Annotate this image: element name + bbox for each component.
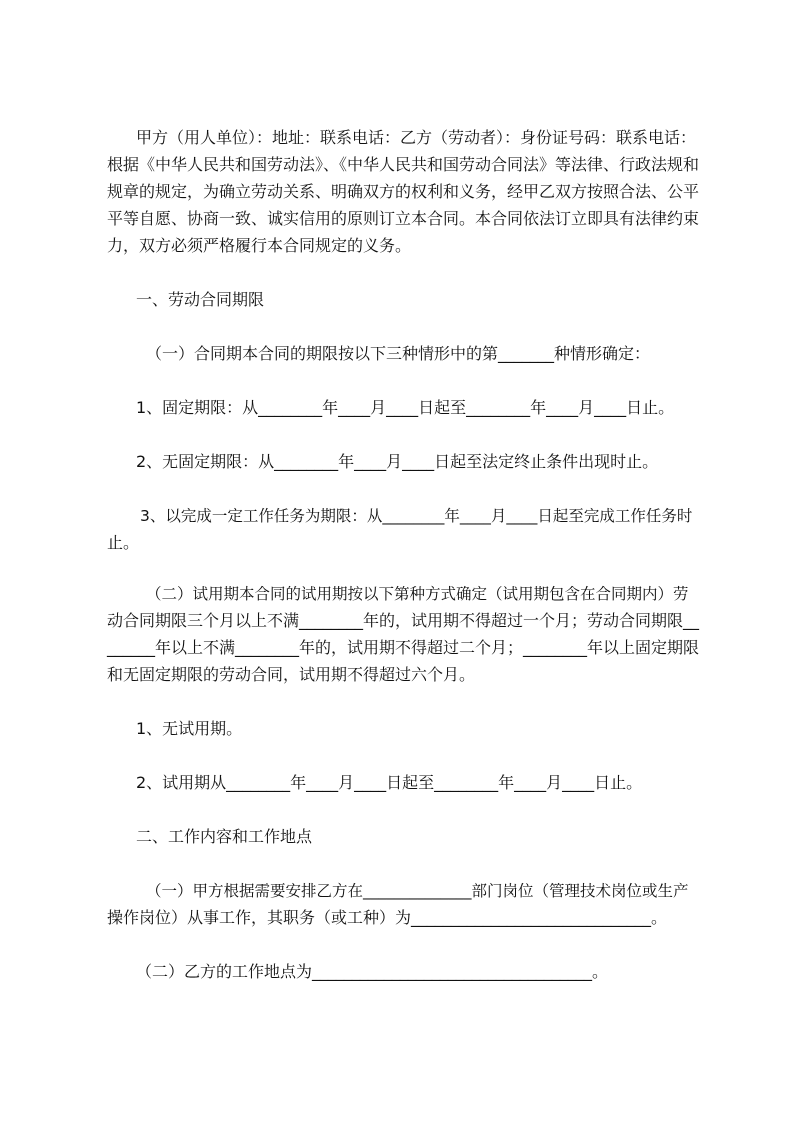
intro-line-1: 甲方（用人单位）：地址：联系电话：乙方（劳动者）：身份证号码：联系电话：	[136, 128, 697, 147]
work-position-line-2: 操作岗位）从事工作，其职务（或工种）为______________________________。	[107, 908, 668, 927]
probation-option-none: 1、无试用期。	[136, 719, 243, 738]
intro-line-3: 规章的规定，为确立劳动关系、明确双方的权利和义务，经甲乙双方按照合法、公平	[107, 182, 700, 201]
term-option-task-line-1: 3、以完成一定工作任务为期限：从________年____月____日起至完成工作任务时	[140, 507, 693, 525]
term-option-task-line-2: 止。	[107, 533, 140, 552]
work-position-line-1: （一）甲方根据需要安排乙方在______________部门岗位（管理技术岗位或生产	[146, 882, 689, 900]
section-2-heading: 二、工作内容和工作地点	[136, 827, 313, 846]
probation-line-1: （二）试用期本合同的试用期按以下第种方式确定（试用期包含在合同期内）劳	[146, 585, 689, 603]
contract-term-intro: （一）合同期本合同的期限按以下三种情形中的第_______种情形确定：	[146, 344, 651, 363]
probation-line-3: ______年以上不满________年的，试用期不得超过二个月；________年以上固定期限	[107, 638, 700, 657]
probation-line-2: 动合同期限三个月以上不满________年的，试用期不得超过一个月；劳动合同期限__	[107, 611, 700, 630]
term-option-open-ended: 2、无固定期限：从________年____月____日起至法定终止条件出现时止。	[136, 452, 659, 471]
term-option-fixed: 1、固定期限：从________年____月____日起至________年____月____日止。	[136, 398, 675, 417]
probation-line-4: 和无固定期限的劳动合同，试用期不得超过六个月。	[107, 665, 476, 684]
intro-line-5: 力，双方必须严格履行本合同规定的义务。	[107, 236, 412, 255]
section-1-heading: 一、劳动合同期限	[136, 290, 265, 309]
intro-line-2: 根据《中华人民共和国劳动法》、《中华人民共和国劳动合同法》等法律、行政法规和	[107, 155, 700, 174]
probation-option-period: 2、试用期从________年____月____日起至________年____月____日止。	[136, 773, 643, 792]
intro-line-4: 平等自愿、协商一致、诚实信用的原则订立本合同。本合同依法订立即具有法律约束	[107, 209, 700, 228]
work-location: （二）乙方的工作地点为___________________________________。	[136, 962, 609, 981]
